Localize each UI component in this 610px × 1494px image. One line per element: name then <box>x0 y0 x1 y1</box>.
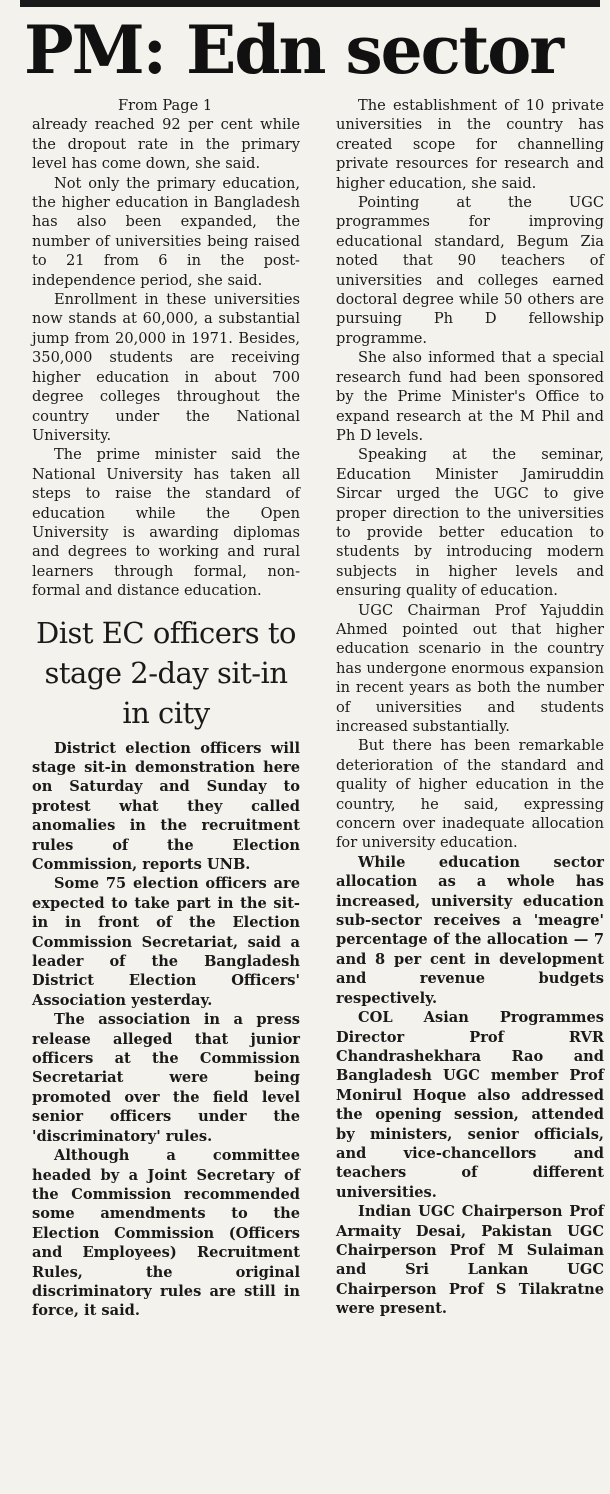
main-headline: PM: Edn sector <box>24 11 563 89</box>
article-paragraph: But there has been remarkable deterioration of the standard and quality of higher education in the country, he said, expressing concern over inadequate allocation for university education. <box>336 737 604 852</box>
article-paragraph: The establishment of 10 private universities in the country has created scope for channelling private resources for research and higher education, she said. <box>336 97 604 192</box>
article-paragraph: She also informed that a special research fund had been sponsored by the Prime Minister's Office to expand research at the M Phil and Ph D levels. <box>336 349 604 444</box>
left-column <box>32 96 300 1321</box>
article-paragraph: Speaking at the seminar, Education Minister Jamiruddin Sircar urged the UGC to give proper direction to the universities to provide better education to students by introducing modern subjects in higher levels and ensuring quality of education. <box>336 446 604 600</box>
second-story-body <box>32 739 300 1321</box>
article-paragraph: Indian UGC Chairperson Prof Armaity Desai, Pakistan UGC Chairperson Prof M Sulaiman and Sri Lankan UGC Chairperson Prof S Tilakratne were present. <box>336 1203 604 1318</box>
article-paragraph: Not only the primary education, the higher education in Bangladesh has also been expanded, the number of universities being raised to 21 from 6 in the post-independence period, she said. <box>32 174 300 289</box>
second-story-headline: Dist EC officers to stage 2-day sit-in in city <box>35 615 297 730</box>
continued-from-label: From Page 1 <box>118 97 213 114</box>
article-paragraph: Enrollment in these universities now stands at 60,000, a substantial jump from 20,000 in 1971. Besides, 350,000 students are receiving higher education in about 700 degree colleges throughout the country under the National University. <box>32 291 300 444</box>
story-paragraph: The association in a press release alleged that junior officers at the Commission Secretariat were being promoted over the field level senior officers under the 'discriminatory' rules. <box>32 1011 300 1145</box>
article-paragraph: The prime minister said the National University has taken all steps to raise the standard of education while the Open University is awarding diplomas and degrees to working and rural learners through formal, non-formal and distance education. <box>32 446 300 600</box>
story-paragraph: Some 75 election officers are expected to take part in the sit-in in front of the Election Commission Secretariat, said a leader of the Bangladesh District Election Officers' Association yesterday. <box>32 875 300 1009</box>
article-paragraph: already reached 92 per cent while the dropout rate in the primary level has come down, she said. <box>32 116 300 173</box>
right-column <box>336 96 604 1319</box>
article-paragraph: While education sector allocation as a whole has increased, university education sub-sector receives a 'meagre' percentage of the allocation — 7 and 8 per cent in development and revenue budgets respectively. <box>336 853 604 1007</box>
top-rule <box>20 0 600 7</box>
story-paragraph: District election officers will stage sit-in demonstration here on Saturday and Sunday to protest what they called anomalies in the recruitment rules of the Election Commission, reports UNB. <box>32 739 300 873</box>
article-paragraph: Pointing at the UGC programmes for improving educational standard, Begum Zia noted that 90 teachers of universities and colleges earned doctoral degree while 50 others are pursuing Ph D fellowship programme. <box>336 194 604 347</box>
story-paragraph: Although a committee headed by a Joint Secretary of the Commission recommended some amendments to the Election Commission (Officers and Employees) Recruitment Rules, the original discriminatory rules are still in force, it said. <box>32 1147 300 1320</box>
article-paragraph: COL Asian Programmes Director Prof RVR Chandrashekhara Rao and Bangladesh UGC member Prof Monirul Hoque also addressed the opening session, attended by ministers, senior officials, and vice-chancellors and teachers of different universities. <box>336 1009 604 1201</box>
article-paragraph: UGC Chairman Prof Yajuddin Ahmed pointed out that higher education scenario in the country has undergone enormous expansion in recent years as both the number of universities and students increased substantially. <box>336 601 604 735</box>
